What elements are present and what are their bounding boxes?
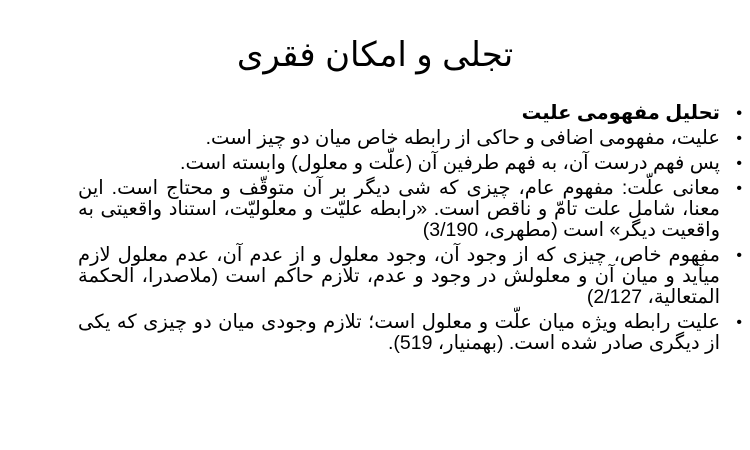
bullet-list bbox=[78, 103, 742, 358]
bullet-item: • مفهوم خاص، چیزی که از وجود آن، وجود معلول و از عدم آن، عدم معلول لازم میآید و میان آن و معلولش در وجود و عدم، تلازم حاکم است (ملاصدرا، الحکمة المتعالیة، 2/127) bbox=[78, 245, 720, 308]
bullet-item: • علیت، مفهومی اضافی و حاکی از رابطه خاص میان دو چیز است. bbox=[78, 128, 720, 149]
bullet-item: • علیت رابطه ویژه میان علّت و معلول است؛ تلازم وجودی میان دو چیزی که یکی از دیگری صادر شده است. (بهمنیار، 519). bbox=[78, 312, 720, 354]
bullet-item: • معانی علّت: مفهوم عام، چیزی که شی دیگر بر آن متوقّف و محتاج است. این معنا، شامل علت تامّ و ناقص است. «رابطه علیّت و معلولیّت، استناد واقعیتی به واقعیت دیگر» است (مطهری، 3/190) bbox=[78, 178, 720, 241]
bullet-item-heading: • تحلیل مفهومی علیت bbox=[78, 103, 720, 124]
slide-title: تجلی و امکان فقری bbox=[236, 36, 514, 74]
bullet-item: • پس فهم درست آن، به فهم طرفین آن (علّت و معلول) وابسته است. bbox=[78, 153, 720, 174]
